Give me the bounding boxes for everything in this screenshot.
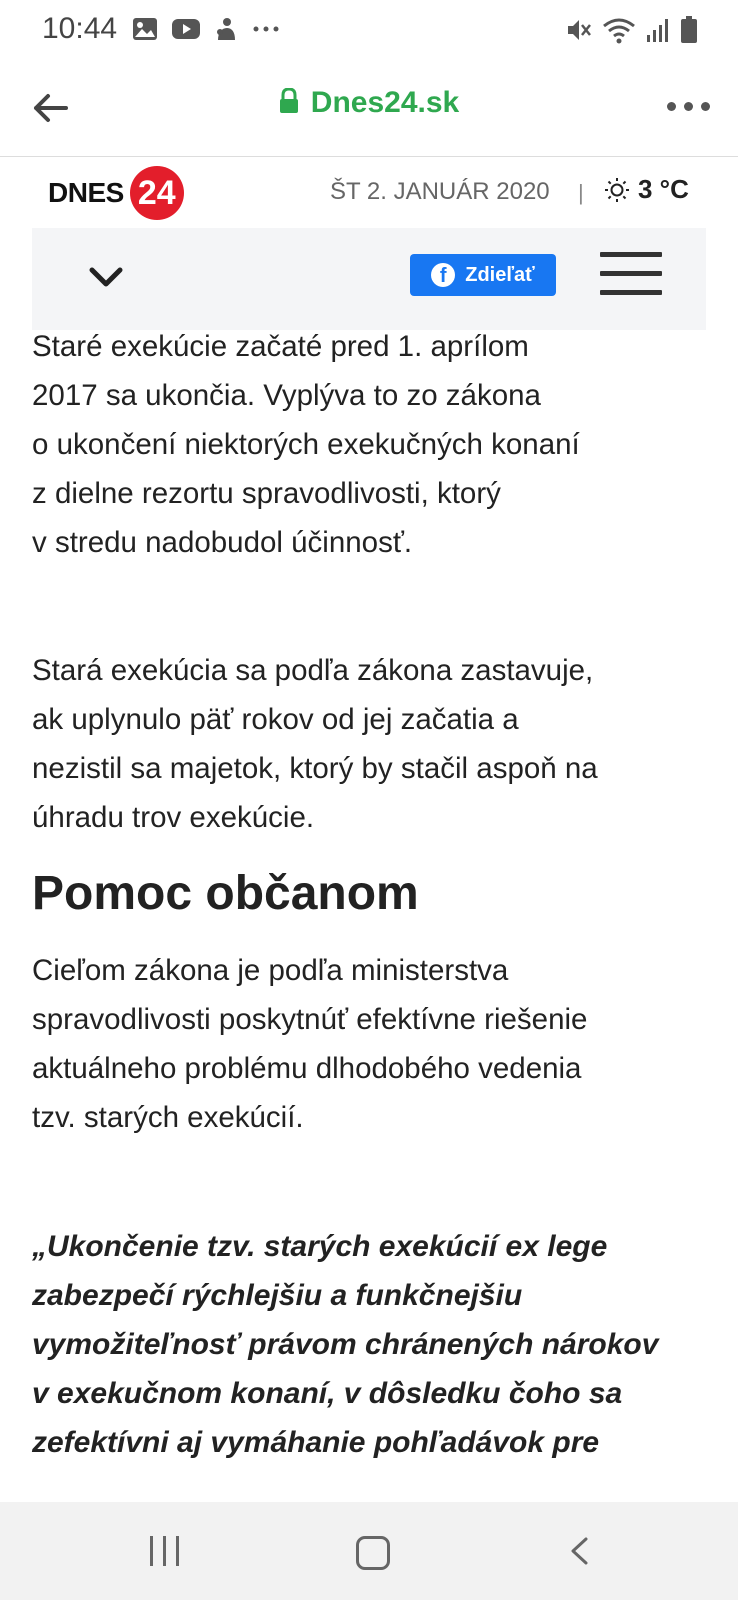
logo-number: 24 bbox=[130, 166, 184, 220]
mute-icon bbox=[564, 16, 592, 44]
header-separator: | bbox=[578, 180, 584, 205]
youtube-icon bbox=[172, 18, 200, 40]
text-line: ak uplynulo päť rokov od jej začatia a bbox=[32, 703, 519, 736]
text-line: vymožiteľnosť právom chránených nárokov bbox=[32, 1328, 659, 1361]
image-icon bbox=[132, 17, 158, 41]
url-field[interactable] bbox=[0, 86, 738, 120]
site-logo[interactable] bbox=[48, 166, 184, 220]
browser-address-bar bbox=[0, 64, 738, 157]
text-line: Cieľom zákona je podľa ministerstva bbox=[32, 954, 509, 987]
status-time: 10:44 bbox=[42, 12, 118, 45]
article-paragraph bbox=[32, 646, 704, 842]
temperature: 3 °C bbox=[638, 174, 689, 204]
article-quote bbox=[32, 1222, 704, 1467]
section-heading: Pomoc občanom bbox=[32, 867, 419, 920]
text-line: „Ukončenie tzv. starých exekúcií ex lege bbox=[32, 1230, 608, 1263]
text-line: aktuálneho problému dlhodobého vedenia bbox=[32, 1052, 582, 1085]
text-line: Staré exekúcie začaté pred 1. aprílom bbox=[32, 330, 529, 363]
date-label: ŠT 2. JANUÁR 2020 bbox=[330, 178, 550, 205]
text-line: spravodlivosti poskytnúť efektívne riešenie bbox=[32, 1003, 588, 1036]
more-notifications-icon bbox=[252, 24, 280, 34]
url-text: Dnes24.sk bbox=[310, 86, 460, 119]
sun-icon bbox=[604, 177, 630, 203]
share-label: Zdieľať bbox=[465, 263, 535, 286]
text-line: 2017 sa ukončia. Vyplýva to zo zákona bbox=[32, 379, 541, 412]
text-line: tzv. starých exekúcií. bbox=[32, 1101, 304, 1134]
recent-apps-icon[interactable] bbox=[150, 1536, 179, 1566]
facebook-icon: f bbox=[431, 263, 455, 287]
article-toolbar bbox=[32, 228, 706, 330]
notification-app-icon bbox=[214, 16, 238, 42]
status-bar bbox=[0, 0, 738, 64]
text-line: v stredu nadobudol účinnosť. bbox=[32, 526, 413, 559]
article-body bbox=[32, 322, 704, 1467]
back-icon[interactable] bbox=[566, 1536, 592, 1566]
battery-icon bbox=[680, 16, 698, 44]
system-nav-bar bbox=[0, 1502, 738, 1600]
weather-widget bbox=[604, 174, 689, 205]
chevron-down-icon[interactable] bbox=[88, 262, 124, 292]
site-header bbox=[0, 156, 738, 228]
lock-icon bbox=[279, 88, 299, 114]
signal-icon bbox=[646, 17, 670, 43]
text-line: úhradu trov exekúcie. bbox=[32, 801, 315, 834]
article-paragraph bbox=[32, 322, 704, 567]
text-line: z dielne rezortu spravodlivosti, ktorý bbox=[32, 477, 501, 510]
article-paragraph bbox=[32, 946, 704, 1142]
text-line: zabezpečí rýchlejšiu a funkčnejšiu bbox=[32, 1279, 523, 1312]
menu-icon[interactable] bbox=[600, 252, 662, 298]
text-line: Stará exekúcia sa podľa zákona zastavuje, bbox=[32, 654, 594, 687]
text-line: o ukončení niektorých exekučných konaní bbox=[32, 428, 580, 461]
facebook-share-button[interactable] bbox=[410, 254, 556, 296]
wifi-icon bbox=[602, 16, 636, 44]
text-line: v exekučnom konaní, v dôsledku čoho sa bbox=[32, 1377, 623, 1410]
text-line: zefektívni aj vymáhanie pohľadávok pre bbox=[32, 1426, 600, 1459]
home-icon[interactable] bbox=[356, 1536, 390, 1570]
logo-text: DNES bbox=[48, 177, 124, 208]
more-icon[interactable] bbox=[667, 102, 710, 111]
text-line: nezistil sa majetok, ktorý by stačil aspoň na bbox=[32, 752, 598, 785]
